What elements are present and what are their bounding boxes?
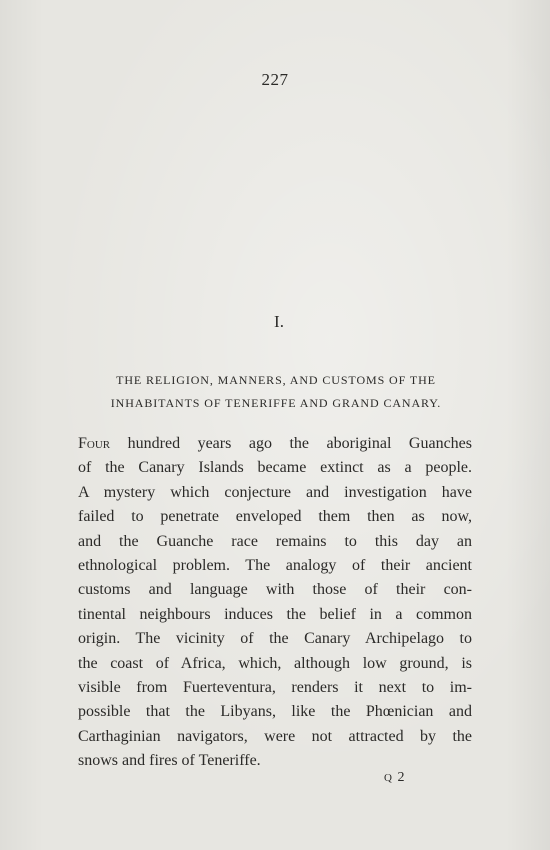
chapter-title-line-2: INHABITANTS OF TENERIFFE AND GRAND CANARY. [110, 396, 442, 410]
body-line: ethnological problem. The analogy of their ancient [78, 557, 472, 575]
opening-word: Four [78, 435, 111, 452]
body-line: tinental neighbours induces the belief in a common [78, 605, 472, 623]
chapter-title [78, 369, 474, 415]
body-line: customs and language with those of their con- [78, 581, 472, 599]
body-line [78, 432, 472, 456]
body-paragraph [78, 432, 472, 774]
body-line: failed to penetrate enveloped them then as now, [78, 508, 472, 526]
body-line-text: hundred years ago the aboriginal Guanches [110, 435, 472, 452]
signature-mark [384, 770, 405, 786]
body-line: A mystery which conjecture and investigation have [78, 483, 472, 501]
body-line: visible from Fuerteventura, renders it next to im- [78, 679, 472, 697]
body-line: of the Canary Islands became extinct as a people. [78, 459, 472, 477]
body-line: snows and fires of Teneriffe. [78, 752, 261, 770]
body-line: and the Guanche race remains to this day an [78, 532, 472, 550]
body-line: origin. The vicinity of the Canary Archipelago to [78, 630, 472, 648]
body-line: possible that the Libyans, like the Phœnician and [78, 703, 472, 721]
chapter-title-line-1: THE RELIGION, MANNERS, AND CUSTOMS OF THE [116, 373, 436, 387]
signature-number: 2 [397, 770, 406, 785]
body-line: Carthaginian navigators, were not attracted by the [78, 727, 472, 745]
body-line: the coast of Africa, which, although low ground, is [78, 654, 472, 672]
section-numeral: I. [274, 312, 284, 331]
signature-letter: Q [384, 772, 393, 784]
page-number: 227 [261, 70, 289, 89]
